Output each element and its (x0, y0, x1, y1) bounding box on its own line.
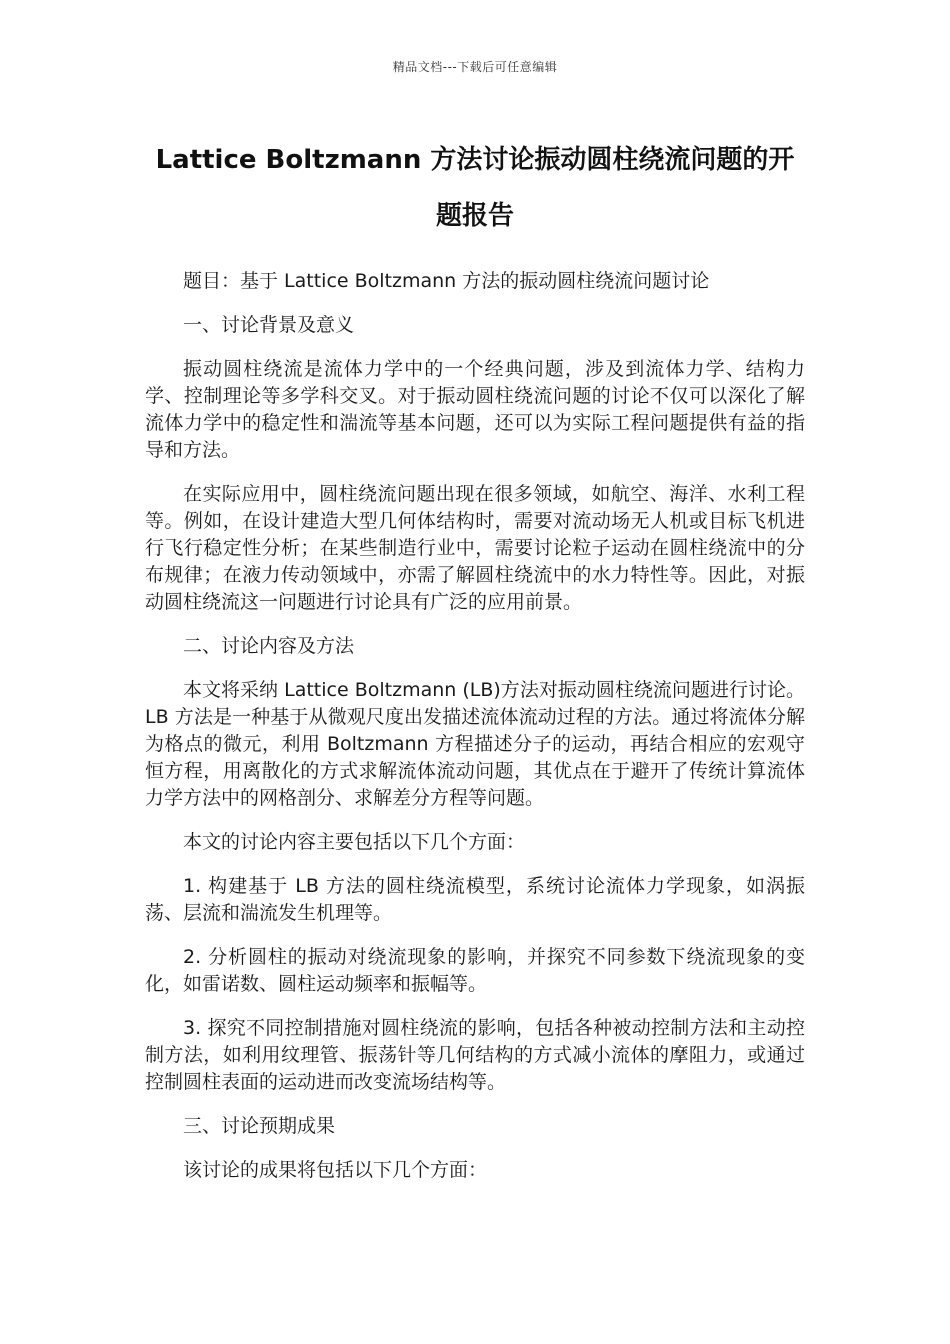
list-item-1: 1. 构建基于 LB 方法的圆柱绕流模型，系统讨论流体力学现象，如涡振荡、层流和湍流发生机理等。 (145, 875, 805, 924)
paragraph-content-intro: 本文的讨论内容主要包括以下几个方面： (183, 831, 526, 853)
list-item-2: 2. 分析圆柱的振动对绕流现象的影响，并探究不同参数下绕流现象的变化，如雷诺数、圆柱运动频率和振幅等。 (145, 946, 805, 995)
topic-line: 题目：基于 Lattice Boltzmann 方法的振动圆柱绕流问题讨论 (183, 270, 710, 292)
section-heading-content: 二、讨论内容及方法 (183, 635, 355, 657)
section-heading-background: 一、讨论背景及意义 (183, 314, 355, 336)
document-title: Lattice Boltzmann 方法讨论振动圆柱绕流问题的开题报告 (155, 145, 795, 231)
paragraph-background-2: 在实际应用中，圆柱绕流问题出现在很多领域，如航空、海洋、水利工程等。例如，在设计建造大型几何体结构时，需要对流动场无人机或目标飞机进行飞行稳定性分析；在某些制造行业中，需要讨论粒子运动在圆柱绕流中的分布规律；在液力传动领域中，亦需了解圆柱绕流中的水力特性等。因此，对振动圆柱绕流这一问题进行讨论具有广泛的应用前景。 (145, 483, 805, 613)
document-body (145, 268, 805, 1201)
header-note: 精品文档---下载后可任意编辑 (392, 60, 558, 74)
paragraph-results-intro: 该讨论的成果将包括以下几个方面： (183, 1159, 488, 1181)
paragraph-method: 本文将采纳 Lattice Boltzmann (LB)方法对振动圆柱绕流问题进行讨论。LB 方法是一种基于从微观尺度出发描述流体流动过程的方法。通过将流体分解为格点的微元，利用 Boltzmann 方程描述分子的运动，再结合相应的宏观守恒方程，用离散化的方式求解流体流动问题，其优点在于避开了传统计算流体力学方法中的网格剖分、求解差分方程等问题。 (145, 679, 805, 809)
paragraph-background-1: 振动圆柱绕流是流体力学中的一个经典问题，涉及到流体力学、结构力学、控制理论等多学科交叉。对于振动圆柱绕流问题的讨论不仅可以深化了解流体力学中的稳定性和湍流等基本问题，还可以为实际工程问题提供有益的指导和方法。 (145, 358, 805, 461)
section-heading-results: 三、讨论预期成果 (183, 1115, 336, 1137)
list-item-3: 3. 探究不同控制措施对圆柱绕流的影响，包括各种被动控制方法和主动控制方法，如利用纹理管、振荡针等几何结构的方式减小流体的摩阻力，或通过控制圆柱表面的运动进而改变流场结构等。 (145, 1017, 805, 1093)
